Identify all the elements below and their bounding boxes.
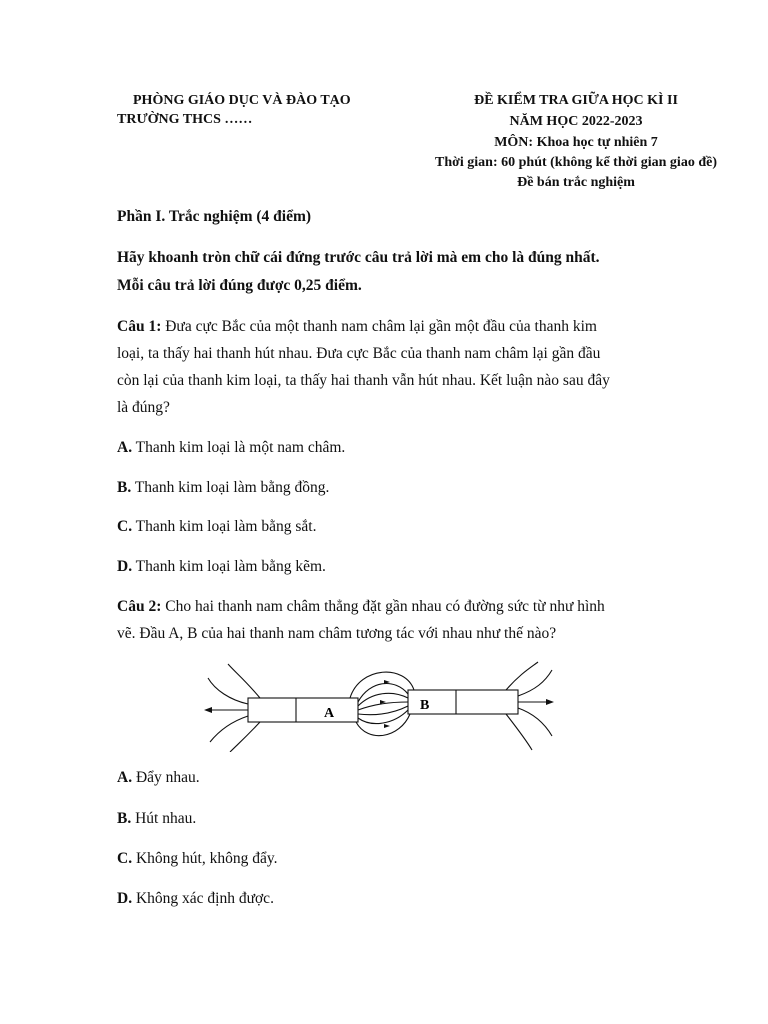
option-text: Hút nhau. — [131, 810, 197, 827]
magnet-b-label: B — [420, 698, 430, 713]
question-2-text: Cho hai thanh nam châm thẳng đặt gần nhau có đường sức từ như hình — [161, 598, 605, 615]
school-name: TRƯỜNG THCS …… — [117, 112, 253, 127]
time-limit: Thời gian: 60 phút (không kể thời gian giao đề) — [435, 155, 717, 170]
option-letter: C. — [117, 850, 133, 867]
option-text: Thanh kim loại là một nam châm. — [132, 439, 346, 456]
question-1-line-2: loại, ta thấy hai thanh hút nhau. Đưa cực Bắc của thanh nam châm lại gần đầu — [117, 345, 601, 362]
option-text: Thanh kim loại làm bằng đồng. — [131, 479, 330, 496]
exam-title: ĐỀ KIỂM TRA GIỮA HỌC KÌ II — [474, 93, 678, 108]
question-1-line-4: là đúng? — [117, 399, 170, 416]
question-1-text: Đưa cực Bắc của một thanh nam châm lại gần một đầu của thanh kim — [161, 318, 597, 335]
question-1-line-1 — [117, 318, 597, 336]
option-letter: A. — [117, 439, 133, 456]
instruction-line-1: Hãy khoanh tròn chữ cái đứng trước câu trả lời mà em cho là đúng nhất. — [117, 249, 600, 266]
option-text: Không xác định được. — [132, 890, 274, 907]
option-text: Thanh kim loại làm bằng sắt. — [132, 518, 317, 535]
q1-option-d[interactable] — [117, 558, 326, 576]
magnet-a-label: A — [324, 706, 335, 721]
exam-type: Đề bán trắc nghiệm — [517, 175, 635, 190]
department-name: PHÒNG GIÁO DỤC VÀ ĐÀO TẠO — [133, 93, 351, 108]
option-letter: B. — [117, 810, 132, 827]
option-letter: D. — [117, 890, 133, 907]
section-title: Phần I. Trắc nghiệm (4 điểm) — [117, 208, 312, 225]
q1-option-b[interactable] — [117, 479, 329, 497]
q1-option-a[interactable] — [117, 439, 345, 457]
q2-option-c[interactable] — [117, 850, 277, 868]
question-2-label: Câu 2: — [117, 598, 162, 615]
school-year: NĂM HỌC 2022-2023 — [509, 114, 643, 129]
subject: MÔN: Khoa học tự nhiên 7 — [494, 135, 658, 150]
option-letter: B. — [117, 479, 132, 496]
option-letter: C. — [117, 518, 133, 535]
option-letter: A. — [117, 769, 133, 786]
option-letter: D. — [117, 558, 133, 575]
magnet-a — [248, 698, 358, 722]
q2-option-d[interactable] — [117, 890, 274, 908]
option-text: Không hút, không đẩy. — [132, 850, 278, 867]
question-2-line-2: vẽ. Đầu A, B của hai thanh nam châm tương tác với nhau như thế nào? — [117, 625, 557, 642]
question-2-line-1 — [117, 598, 605, 616]
q1-option-c[interactable] — [117, 518, 316, 536]
magnetic-field-figure — [200, 660, 555, 752]
q2-option-a[interactable] — [117, 769, 200, 787]
question-1-label: Câu 1: — [117, 318, 162, 335]
question-1-line-3: còn lại của thanh kim loại, ta thấy hai thanh vẫn hút nhau. Kết luận nào sau đây — [117, 372, 610, 389]
option-text: Thanh kim loại làm bằng kẽm. — [132, 558, 326, 575]
instruction-line-2: Mỗi câu trả lời đúng được 0,25 điểm. — [117, 277, 362, 294]
q2-option-b[interactable] — [117, 810, 196, 828]
option-text: Đẩy nhau. — [132, 769, 200, 786]
